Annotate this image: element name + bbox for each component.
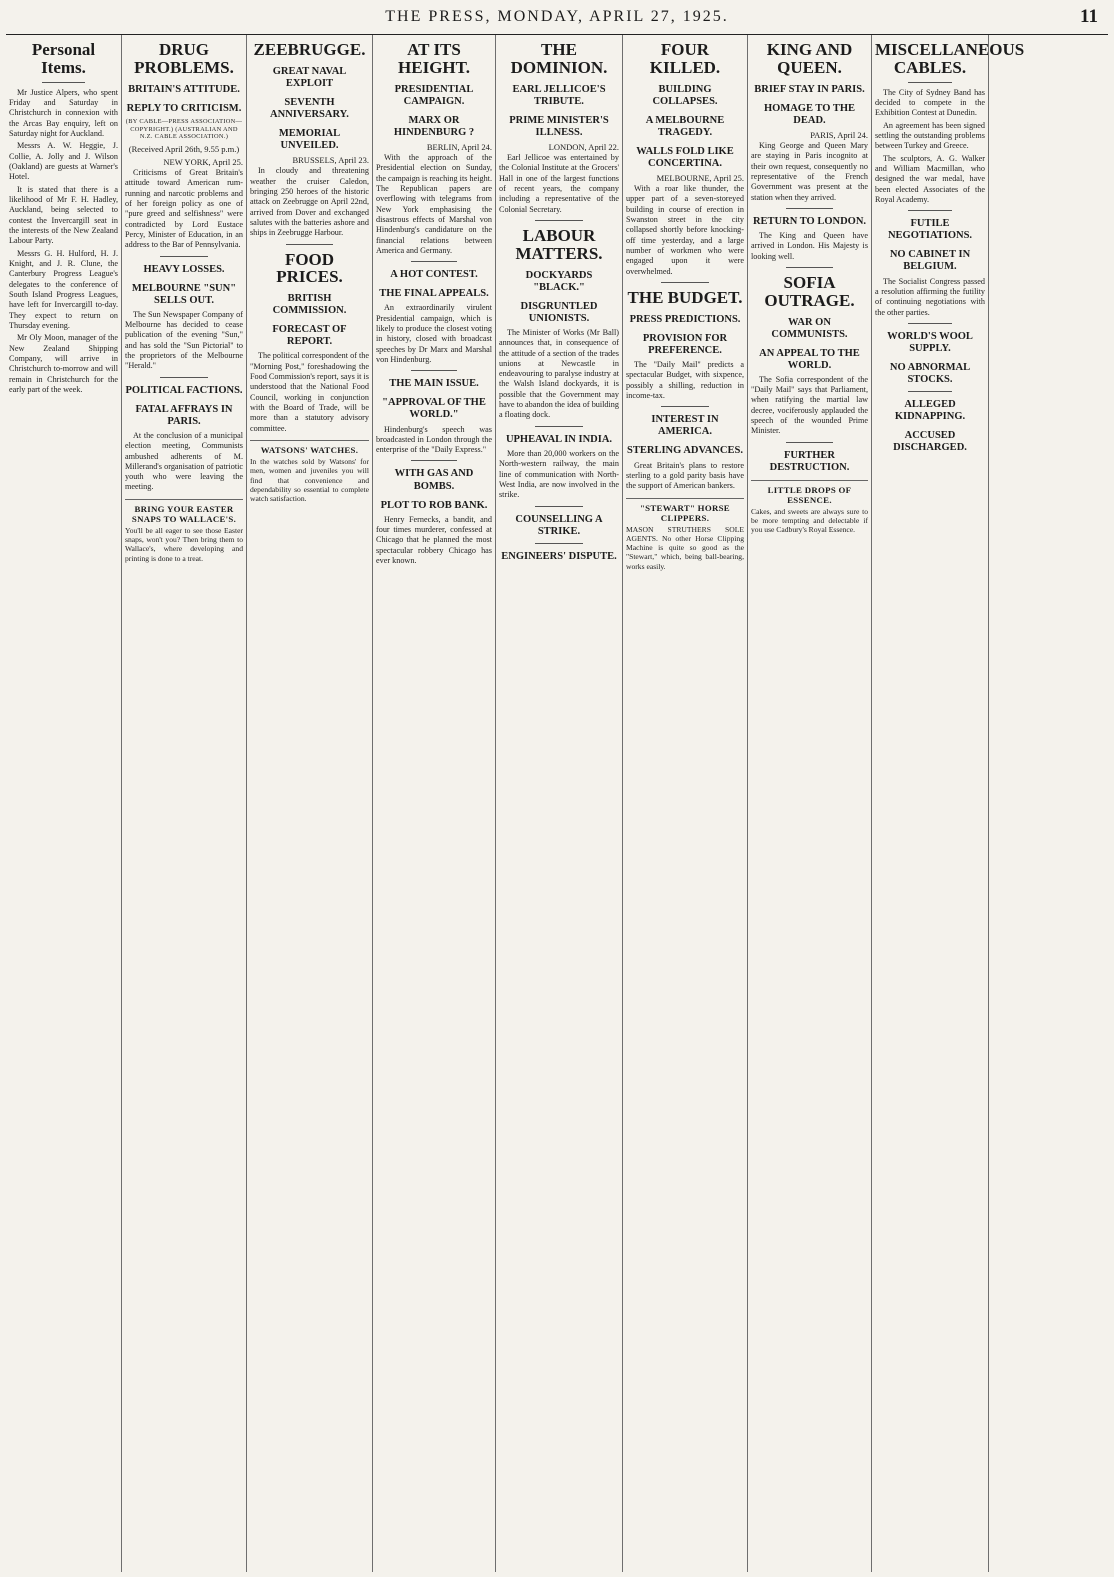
paragraph: The Sun Newspaper Company of Melbourne has decided to cease publication of the evening "Sun," and has sold the "Sun Pictorial" to the proprietors of the Melbourne "Herald." [125,309,243,371]
paragraph: The City of Sydney Band has decided to compete in the Exhibition Contest at Dunedin. [875,87,985,118]
paragraph: The Socialist Congress passed a resolution affirming the futility of continuing negotiations with the other parties. [875,276,985,317]
divider [908,82,952,83]
column-right-edge [988,35,1106,1572]
divider [908,210,952,211]
paragraph: Messrs G. H. Hulford, H. J. Knight, and J. R. Clune, the Canterbury Progress League's delegates to the conference of South Island Progress Leagues, have left for Invercargill to-day. They expect to return on Thursday evening. [9,248,118,330]
ad-title: WATSONS' WATCHES. [260,445,359,456]
divider [535,426,583,427]
divider [535,543,583,544]
subheading: HEAVY LOSSES. [143,263,225,275]
subheading: "APPROVAL OF THE WORLD." [382,397,486,421]
paragraph: Earl Jellicoe was entertained by the Colonial Institute at the Grocers' Hall in one of the largest functions of recent years, the company including a representative of the Colonial Secretary. [499,152,619,214]
subheading: BRITISH COMMISSION. [272,293,347,317]
column-zeebrugge [246,35,372,1572]
column-personal-items [6,35,121,1572]
ad-body: You'll be all eager to see those Easter snaps, won't you? Then bring them to Wallace's, where developing and printing is done to a treat. [125,525,243,563]
column-at-its-height [372,35,495,1572]
subheading: WAR ON COMMUNISTS. [771,316,848,340]
paragraph: At the conclusion of a municipal election meeting, Communists ambushed adherents of M. Millerand's organisation of patriotic youth who were leaving the meeting. [125,430,243,492]
paragraph: Henry Fernecks, a bandit, and four times murderer, confessed at Chicago that he planned the most spectacular robbery Chicago has ever known. [376,514,492,565]
divider [160,377,207,378]
subheading: THE MAIN ISSUE. [389,378,479,390]
subheading: WITH GAS AND BOMBS. [394,468,474,492]
subheading: MEMORIAL UNVEILED. [278,128,341,152]
subheading: NO CABINET IN BELGIUM. [889,249,971,273]
subheading: PLOT TO ROB BANK. [380,499,488,511]
section-heading: THE BUDGET. [627,288,743,308]
column-drug-problems [121,35,246,1572]
masthead-title: THE PRESS, MONDAY, APRIL 27, 1925. [385,8,729,25]
dateline: MELBOURNE, April 25. [656,173,744,184]
paragraph: The Sofia correspondent of the "Daily Mail" says that Parliament, when ratifying the martial law decree, vociferously applauded the speech of the wounded Prime Minister. [751,374,868,436]
paragraph: Messrs A. W. Heggie, J. Collie, A. Jolly and J. Wilson (Oakland) are guests at Warner's Hotel. [9,141,118,182]
ad-title: "STEWART" HORSE CLIPPERS. [640,502,730,523]
section-heading: LABOUR MATTERS. [515,225,603,263]
subheading: SEVENTH ANNIVERSARY. [270,96,349,121]
subheading: ALLEGED KIDNAPPING. [894,399,966,423]
column-the-dominion [495,35,622,1572]
divider [908,323,952,324]
dateline: LONDON, April 22. [548,141,619,152]
paragraph: King George and Queen Mary are staying in Paris incognito at their own request, consequently no representative of the French Government was present at the station when they arrived. [751,140,868,202]
subheading: PRESS PREDICTIONS. [629,313,741,325]
subheading: BUILDING COLLAPSES. [652,83,718,107]
paragraph: The sculptors, A. G. Walker and William Macmillan, who designed the war medal, have been elected Associates of the Royal Academy. [875,153,985,204]
subheading: MARX OR HINDENBURG ? [393,114,475,138]
subheading: THE FINAL APPEALS. [379,288,489,300]
subheading: A MELBOURNE TRAGEDY. [645,114,725,138]
divider [411,370,457,371]
dateline: BRUSSELS, April 23. [292,155,369,166]
subheading: MELBOURNE "SUN" SELLS OUT. [131,282,237,306]
paragraph: Mr Justice Alpers, who spent Friday and Saturday in Christchurch in connexion with the Arcas Bay enquiry, left on Saturday night for Auckland. [9,87,118,138]
subheading: REPLY TO CRITICISM. [126,102,242,114]
advertisement [751,480,868,535]
paragraph: It is stated that there is a likelihood of Mr F. H. Hadley, Auckland, being selected to contest the Invercargill seat in the interests of the New Zealand Labour Party. [9,184,118,246]
divider [786,208,833,209]
subheading: INTEREST IN AMERICA. [651,414,719,438]
subheading: EARL JELLICOE'S TRIBUTE. [512,83,606,107]
advertisement [626,498,744,571]
divider [661,282,708,283]
subheading: STERLING ADVANCES. [627,445,743,457]
section-heading: FOUR KILLED. [649,40,721,77]
dateline: BERLIN, April 24. [426,141,492,152]
subheading: WALLS FOLD LIKE CONCERTINA. [636,145,734,169]
section-heading: AT ITS HEIGHT. [398,40,470,77]
page-number: 11 [1080,6,1098,27]
subheading: POLITICAL FACTIONS. [125,384,243,396]
subheading: PRIME MINISTER'S ILLNESS. [509,114,609,138]
divider [160,256,207,257]
column-grid [6,35,1108,1572]
dateline: NEW YORK, April 25. [163,156,243,167]
divider [535,506,583,507]
subheading: COUNSELLING A STRIKE. [515,513,603,537]
paragraph: More than 20,000 workers on the North-western railway, the main line of communication with North-West India, are now involved in the strike. [499,448,619,500]
subheading: FUTILE NEGOTIATIONS. [887,218,973,242]
subheading: ENGINEERS' DISPUTE. [501,550,617,562]
ad-body: Cakes, and sweets are always sure to be more tempting and delectable if you use Cadbury's Royal Essence. [751,506,868,535]
subheading: DOCKYARDS "BLACK." [525,269,593,293]
section-heading: KING AND QUEEN. [766,40,853,77]
section-heading: THE DOMINION. [510,40,608,77]
divider [411,460,457,461]
paragraph: The "Daily Mail" predicts a spectacular Budget, with sixpence, possibly a shilling, reduction in income-tax. [626,360,744,401]
section-heading: FOOD PRICES. [276,249,343,287]
ad-body: MASON STRUTHERS SOLE AGENTS. No other Horse Clipping Machine is quite so good as the "Stewart," which, being ball-bearing, works easily. [626,524,744,571]
divider [535,220,583,221]
ad-title: LITTLE DROPS OF ESSENCE. [767,484,852,505]
paragraph: Criticisms of Great Britain's attitude toward American rum-running and narcotic problems and of her foreign policy as one of "pure greed and selfishness" were contradicted by Lord Eustace Percy, Minister of Education, in an address to the Bar of Pennsylvania. [125,167,243,250]
divider [908,391,952,392]
subheading: BRITAIN'S ATTITUDE. [128,83,240,95]
divider [786,442,833,443]
section-heading: ZEEBRUGGE. [253,40,366,59]
subheading: UPHEAVAL IN INDIA. [505,433,613,445]
paragraph: Mr Oly Moon, manager of the New Zealand Shipping Company, will arrive in Christchurch to-morrow and will remain in Christchurch for the early part of the week. [9,333,118,394]
divider [411,261,457,262]
subheading: HOMAGE TO THE DEAD. [763,102,856,126]
subheading: ACCUSED DISCHARGED. [893,430,967,454]
paragraph: With the approach of the Presidential election on Sunday, the campaign is reaching its height. The Republican papers are overflowing with telegrams from New York emphasising the disastrous effects of Marshal von Hindenburg's candidature on the financial relations between America and Germany. [376,152,492,255]
dateline: PARIS, April 24. [810,129,868,140]
subheading: NO ABNORMAL STOCKS. [889,361,971,386]
subheading: A HOT CONTEST. [390,269,478,281]
paragraph: The King and Queen have arrived in London. His Majesty is looking well. [751,230,868,261]
paragraph: In cloudy and threatening weather the cruiser Caledon, bringing 250 heroes of the historic attack on Zeebrugge on April 22nd, arrived from Dover and exchanged salutes with the batteries ashore and ships in Zeebrugge Harbour. [250,166,369,238]
divider [661,406,708,407]
section-heading: Personal Items. [31,40,96,77]
section-heading: MISCELLANEOUS CABLES. [875,40,1025,77]
paragraph: The political correspondent of the "Morning Post," foreshadowing the Food Commission's report, says it is understood that the National Food Council, working in conjunction with the Board of Trade, will be more than a statutory advisory committee. [250,351,369,433]
divider [42,82,86,83]
subheading: FATAL AFFRAYS IN PARIS. [135,403,233,427]
cable-credit: (BY CABLE—PRESS ASSOCIATION—COPYRIGHT.) (AUSTRALIAN AND N.Z. CABLE ASSOCIATION.) [125,117,243,141]
advertisement [250,440,369,503]
received-time: (Received April 26th, 9.55 p.m.) [128,143,240,154]
subheading: BRIEF STAY IN PARIS. [754,83,865,95]
ad-title: BRING YOUR EASTER SNAPS TO WALLACE'S. [131,503,237,524]
column-miscellaneous-cables [871,35,1025,1572]
section-heading: DRUG PROBLEMS. [134,40,234,77]
subheading: RETURN TO LONDON. [752,215,867,227]
paragraph: The Minister of Works (Mr Ball) announces that, in consequence of the attitude of a section of the trades unions at Newcastle in endeavouring to paralyse industry at the Walsh Island dockyards, it is possible that the Government may have to abandon the idea of building a floating dock. [499,327,619,420]
advertisement [125,499,243,563]
subheading: WORLD'S WOOL SUPPLY. [887,330,973,354]
subheading: FORECAST OF REPORT. [272,324,347,348]
subheading: GREAT NAVAL EXPLOIT [272,65,347,89]
subheading: PROVISION FOR PREFERENCE. [642,332,728,356]
section-heading: SOFIA OUTRAGE. [764,272,855,310]
paragraph: With a roar like thunder, the upper part of a seven-storeyed building in course of erection in Swanston street in the city collapsed shortly before knocking-off time yesterday, and a large number of workmen who were engaged upon it were overwhelmed. [626,184,744,276]
paragraph: Great Britain's plans to restore sterling to a gold parity basis have the support of American bankers. [626,460,744,491]
divider [786,267,833,268]
subheading: PRESIDENTIAL CAMPAIGN. [394,83,474,107]
column-four-killed [622,35,747,1572]
subheading: AN APPEAL TO THE WORLD. [759,347,860,371]
paragraph: Hindenburg's speech was broadcasted in London through the enterprise of the "Daily Express." [376,424,492,455]
divider [286,244,334,245]
column-king-and-queen [747,35,871,1572]
subheading: DISGRUNTLED UNIONISTS. [520,300,598,324]
ad-body: In the watches sold by Watsons' for men, women and juveniles you will find that convenience and dependability so essential to complete watch satisfaction. [250,457,369,504]
paragraph: An extraordinarily virulent Presidential campaign, which is likely to produce the closest voting in history, closed with broadcast speeches by Dr Marx and Marshal von Hindenburg. [376,303,492,364]
paragraph: An agreement has been signed settling the outstanding problems between Turkey and Greece. [875,120,985,151]
masthead [6,0,1108,35]
subheading: FURTHER DESTRUCTION. [769,449,850,473]
